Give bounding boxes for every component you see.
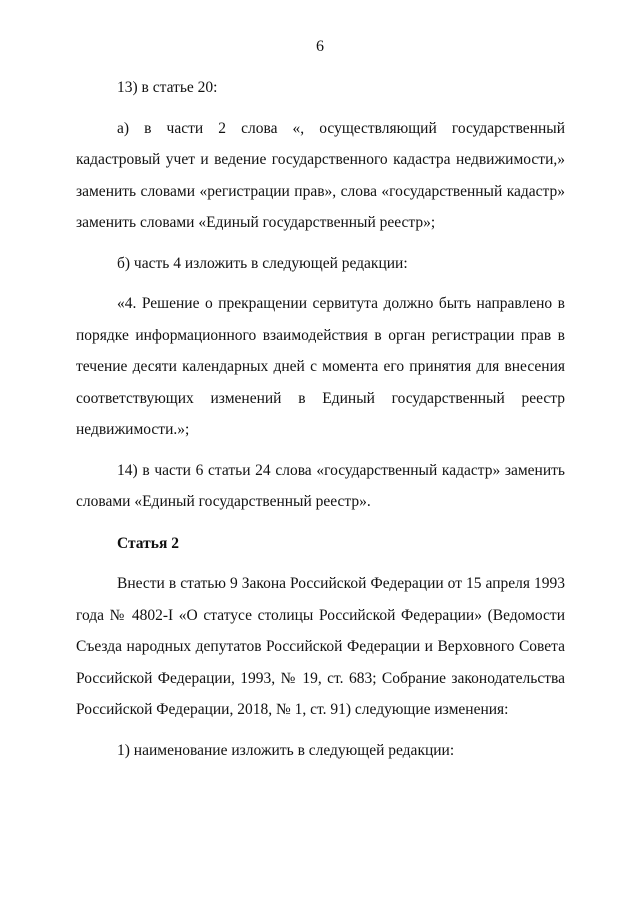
article-heading: Статья 2	[117, 534, 179, 552]
paragraph-subitem-b: б) часть 4 изложить в следующей редакции:	[117, 254, 408, 272]
paragraph-item-13: 13) в статье 20:	[117, 79, 218, 96]
paragraph-quoted-part-4: «4. Решение о прекращении сервитута должно быть направлено в порядке информационного взаимодействия в орган регистрации прав в течение десяти календарных дней с момента его принятия для внесения соответствующих изменений в Единый государственный реестр недвижимости.»;	[76, 295, 565, 438]
paragraph-item-1: 1) наименование изложить в следующей редакции:	[117, 741, 455, 759]
paragraph-item-14: 14) в части 6 статьи 24 слова «государственный кадастр» заменить словами «Единый государственный реестр».	[76, 461, 565, 510]
paragraph-article-2-intro: Внести в статью 9 Закона Российской Федерации от 15 апреля 1993 года № 4802-I «О статусе столицы Российской Федерации» (Ведомости Съезда народных депутатов Российской Федерации и Верховного Совета Российской Федерации, 1993, № 19, ст. 683; Собрание законодательства Российской Федерации, 2018, № 1, ст. 91) следующие изменения:	[76, 575, 565, 718]
page-number: 6	[316, 38, 324, 55]
document-body	[76, 72, 565, 775]
paragraph-subitem-a: а) в части 2 слова «, осуществляющий государственный кадастровый учет и ведение государственного кадастра недвижимости,» заменить словами «регистрации прав», слова «государственный кадастр» заменить словами «Единый государственный реестр»;	[76, 119, 565, 231]
